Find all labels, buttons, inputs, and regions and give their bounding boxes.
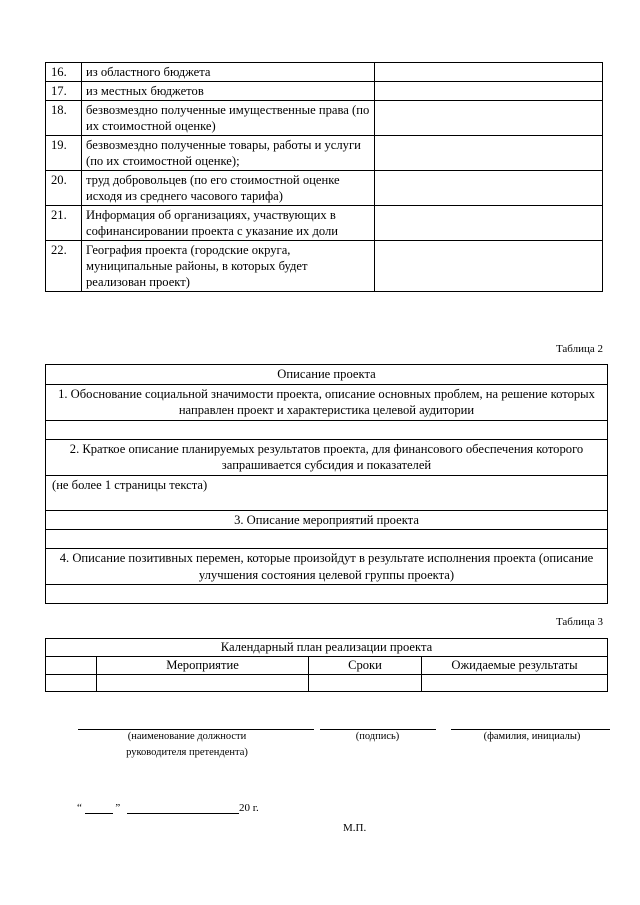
table2-caption: Таблица 2 <box>555 343 603 355</box>
row-label: безвозмездно полученные товары, работы и услуги (по их стоимостной оценке); <box>82 136 375 171</box>
month-blank[interactable] <box>127 801 239 814</box>
row-value-cell[interactable] <box>375 241 603 292</box>
date-line <box>77 801 259 814</box>
section4-heading: 4. Описание позитивных перемен, которые произойдут в результате исполнения проекта (описание улучшения состояния целевой группы проекта) <box>46 549 608 585</box>
row-value-cell[interactable] <box>375 101 603 136</box>
row-label: из областного бюджета <box>82 63 375 82</box>
day-blank[interactable] <box>85 801 113 814</box>
row-number: 16. <box>46 63 82 82</box>
row-label: из местных бюджетов <box>82 82 375 101</box>
table-row <box>46 206 603 241</box>
section3-input-cell[interactable] <box>46 530 608 549</box>
table-row <box>46 675 608 692</box>
section2-heading: 2. Краткое описание планируемых результатов проекта, для финансового обеспечения которого запрашивается субсидия и показателей <box>46 439 608 475</box>
table2-title: Описание проекта <box>46 365 608 385</box>
row-number: 17. <box>46 82 82 101</box>
row-value-cell[interactable] <box>375 82 603 101</box>
row-value-cell[interactable] <box>375 136 603 171</box>
cell-activity[interactable] <box>97 675 309 692</box>
row-value-cell[interactable] <box>375 206 603 241</box>
section1-input-cell[interactable] <box>46 420 608 439</box>
column-header-number <box>46 657 97 675</box>
year-suffix: 20 г. <box>239 802 259 814</box>
row-number: 20. <box>46 171 82 206</box>
table-row <box>46 82 603 101</box>
section3-heading: 3. Описание мероприятий проекта <box>46 510 608 530</box>
date-close-quote: ” <box>115 802 121 814</box>
column-header-dates: Сроки <box>309 657 422 675</box>
signature-label: (подпись) <box>355 731 400 742</box>
table-row <box>46 101 603 136</box>
stamp-placeholder: М.П. <box>343 822 367 834</box>
row-value-cell[interactable] <box>375 171 603 206</box>
table-row <box>46 63 603 82</box>
table-row <box>46 241 603 292</box>
financing-table <box>45 62 603 292</box>
date-open-quote: “ <box>77 802 82 814</box>
table-header-row <box>46 657 608 675</box>
cell-number[interactable] <box>46 675 97 692</box>
table3-caption: Таблица 3 <box>555 616 603 628</box>
row-label: труд добровольцев (по его стоимостной оценке исходя из среднего часового тарифа) <box>82 171 375 206</box>
row-label: безвозмездно полученные имущественные права (по их стоимостной оценке) <box>82 101 375 136</box>
column-header-activity: Мероприятие <box>97 657 309 675</box>
row-number: 21. <box>46 206 82 241</box>
table-row <box>46 136 603 171</box>
section2-note[interactable]: (не более 1 страницы текста) <box>46 475 608 510</box>
table-row <box>46 171 603 206</box>
section4-input-cell[interactable] <box>46 585 608 604</box>
project-description-table <box>45 364 608 604</box>
cell-results[interactable] <box>422 675 608 692</box>
cell-dates[interactable] <box>309 675 422 692</box>
row-label: География проекта (городские округа, муниципальные районы, в которых будет реализован проект) <box>82 241 375 292</box>
position-label: (наименование должности руководителя претендента) <box>126 731 248 758</box>
row-number: 18. <box>46 101 82 136</box>
row-label: Информация об организациях, участвующих в софинансировании проекта с указание их доли <box>82 206 375 241</box>
row-number: 19. <box>46 136 82 171</box>
calendar-plan-table <box>45 638 608 692</box>
row-number: 22. <box>46 241 82 292</box>
table3-title: Календарный план реализации проекта <box>46 639 608 657</box>
name-label: (фамилия, инициалы) <box>483 731 581 742</box>
row-value-cell[interactable] <box>375 63 603 82</box>
section1-heading: 1. Обоснование социальной значимости проекта, описание основных проблем, на решение которых направлен проект и характеристика целевой аудитории <box>46 384 608 420</box>
column-header-results: Ожидаемые результаты <box>422 657 608 675</box>
